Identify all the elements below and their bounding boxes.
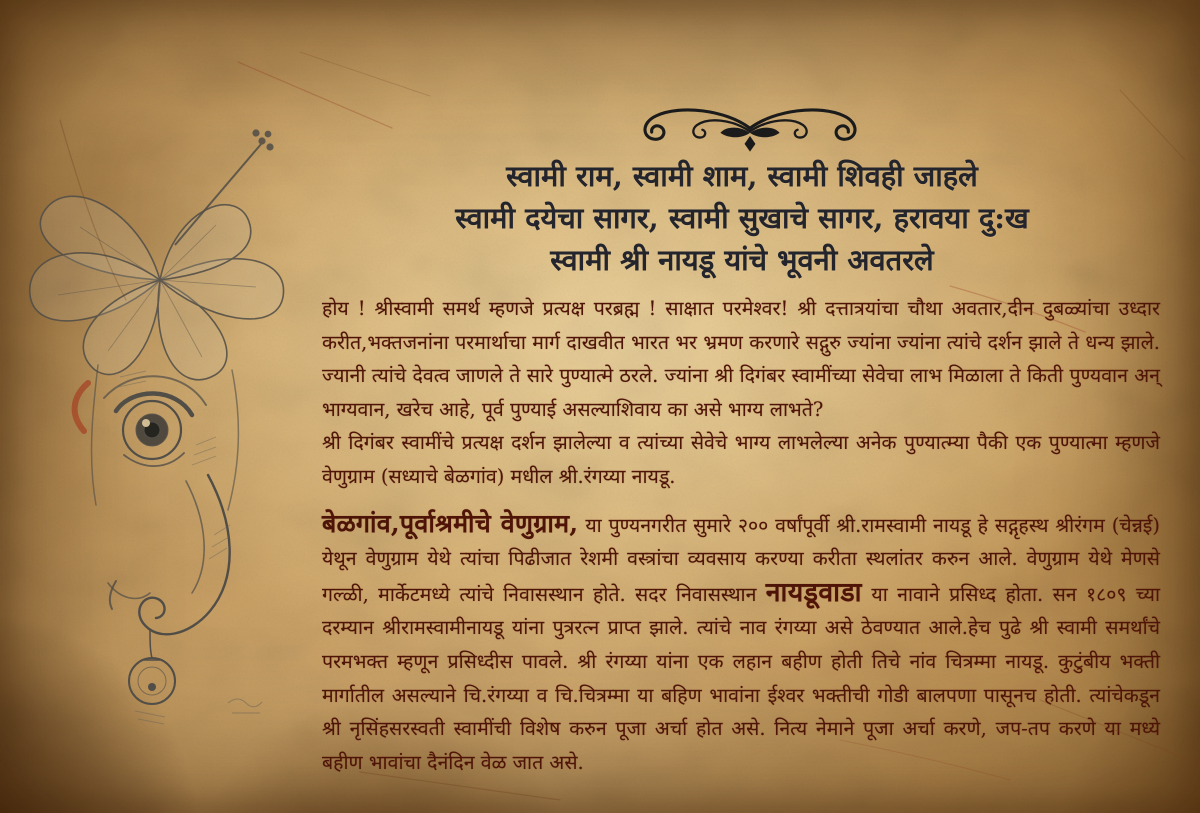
heading-line-2: स्वामी दयेचा सागर, स्वामी सुखाचे सागर, हरावया दु:ख [455,201,1029,235]
naiduwada-highlight: नायडूवाडा [765,576,863,608]
paragraph-1: होय ! श्रीस्वामी समर्थ म्हणजे प्रत्यक्ष परब्रह्म ! साक्षात परमेश्वर! श्री दत्तात्रयांचा चौथा अवतार,दीन दुबळ्यांचा उध्दार करीत,भक्तजनांना परमार्थाचा मार्ग दाखवीत भारत भर भ्रमण करणारे सद्गुरु ज्यांना ज्यांना त्यांचे दर्शन झाले ते धन्य झाले. ज्यानी त्यांचे देवत्व जाणले ते सारे पुण्यात्मे ठरले. ज्यांना श्री दिगंबर स्वामींच्या सेवेचा लाभ मिळाला ते किती पुण्यवान अन् भाग्यवान, खरेच आहे, पूर्व पुण्याई असल्याशिवाय का असे भाग्य लाभते? [322,297,1160,421]
artist-signature [228,699,262,713]
decorative-flourish [633,104,867,154]
paragraph-3-lead: बेळगांव,पूर्वाश्रमीचे वेणुग्राम, [322,508,579,538]
paragraph-2: श्री दिगंबर स्वामींचे प्रत्यक्ष दर्शन झालेल्या व त्यांच्या सेवेचे भाग्य लाभलेल्या अनेक पुण्यात्म्या पैकी एक पुण्यात्मा म्हणजे वेणुग्राम (सध्याचे बेळगांव) मधील श्री.रंगय्या नायडू. [322,431,1160,488]
body-text [322,292,1160,779]
elephant-head [92,365,239,634]
pencil-hatching [118,371,230,724]
red-tilak [75,383,88,431]
paragraph-3-text-b: या नावाने प्रसिध्द होता. सन १८०९ च्या दरम्यान श्रीरामस्वामीनायडू यांना पुत्ररत्न प्राप्त झाले. त्यांचे नाव रंगय्या असे ठेवण्यात आले.हेच पुढे श्री स्वामी समर्थांचे परमभक्त म्हणून प्रसिध्दीस पावले. श्री रंगय्या यांना एक लहान बहीण होती तिचे नांव चित्रम्मा नायडू. कुटुंबीय भक्ती मार्गातील असल्याने चि.रंगय्या व चि.चित्रम्मा या बहिण भावांना ईश्वर भक्तीची गोडी बालपणा पासूनच होती. त्यांचेकडून श्री नृसिंहसरस्वती स्वामींची विशेष करुन पूजा अर्चा होत असे. नित्य नेमाने पूजा अर्चा करणे, जप-तप करणे या मध्ये बहीण भावांचा दैनंदिन वेळ जात असे. [322,582,1160,774]
flower-stamen [175,130,273,245]
paragraph-3-text-a: या पुण्यनगरीत सुमारे २०० वर्षांपूर्वी श्री.रामस्वामी नायडू हे सद्गृहस्थ श्रीरंगम (चेन्नई) येथून वेणुग्राम येथे त्यांचा पिढीजात रेशमी वस्त्रांचा व्यवसाय करण्या करीता स्थलांतर करुन आले. वेणुग्राम येथे मेणसे गल्ळी, मार्केटमध्ये त्यांचे निवासस्थान होते. सदर निवासस्थान [322,513,1160,606]
ganesha-hibiscus-sketch [0,115,330,730]
paragraph-3 [322,507,1160,780]
heading-line-1: स्वामी राम, स्वामी शाम, स्वामी शिवही जाहले [506,159,978,193]
heading-verse [322,155,1162,281]
bell-pendant [129,630,175,704]
heading-line-3: स्वामी श्री नायडू यांचे भूवनी अवतरले [550,243,934,277]
